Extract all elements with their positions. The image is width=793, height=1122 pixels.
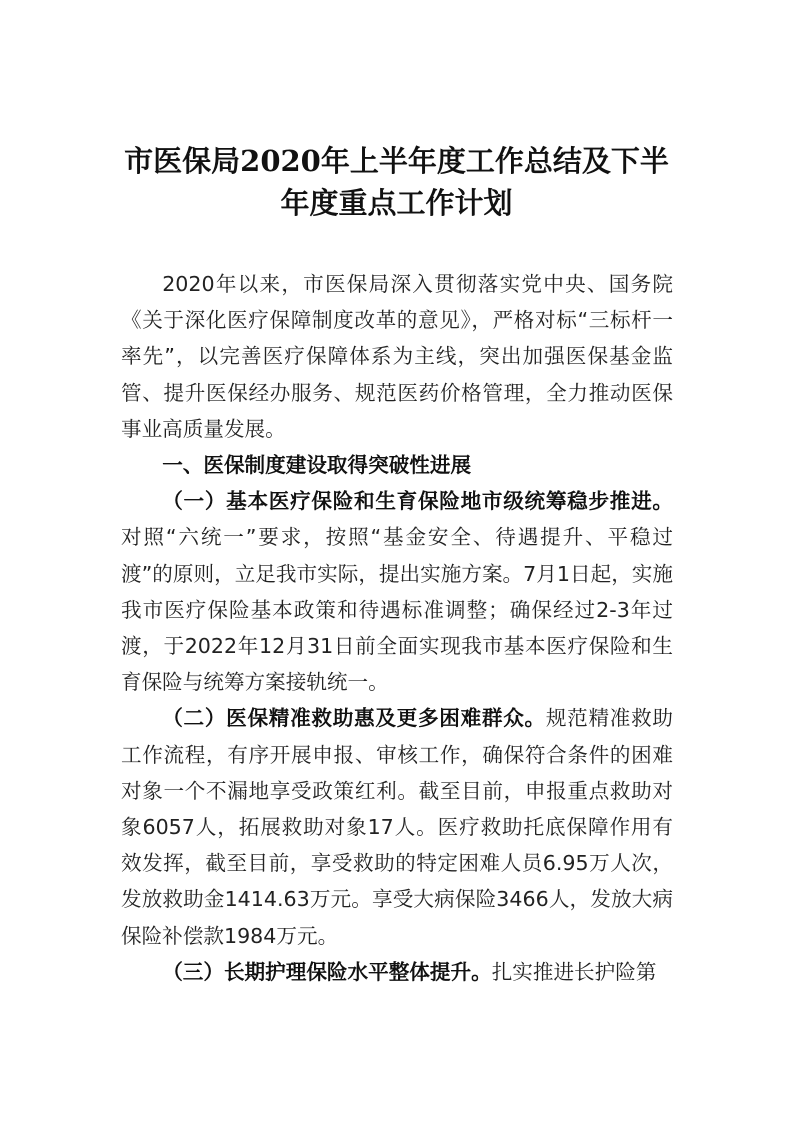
subsection-paragraph-3 <box>121 954 673 990</box>
title-line-1: 市医保局2020年上半年度工作总结及下半 <box>124 144 669 178</box>
document-title <box>100 140 693 224</box>
intro-paragraph: 2020年以来，市医保局深入贯彻落实党中央、国务院《关于深化医疗保障制度改革的意见》，严格对标“三标杆一率先”，以完善医疗保障体系为主线，突出加强医保基金监管、提升医保经办服务、规范医药价格管理，全力推动医保事业高质量发展。 <box>121 272 673 441</box>
title-line-2: 年度重点工作计划 <box>280 186 513 220</box>
subsection-text: 扎实推进长护险第 <box>491 959 657 984</box>
subsection-paragraph-1 <box>121 483 673 700</box>
subsection-heading: （三）长期护理保险水平整体提升。 <box>162 959 492 984</box>
subsection-paragraph-2 <box>121 700 673 953</box>
subsection-text: 规范精准救助工作流程，有序开展申报、审核工作，确保符合条件的困难对象一个不漏地享受政策红利。截至目前，申报重点救助对象6057人，拓展救助对象17人。医疗救助托底保障作用有效发挥，截至目前，享受救助的特定困难人员6.95万人次，发放救助金1414.63万元。享受大病保险3466人，发放大病保险补偿款1984万元。 <box>121 706 674 948</box>
subsection-heading: （一）基本医疗保险和生育保险地市级统筹稳步推进。 <box>162 489 673 514</box>
subsection-heading: （二）医保精准救助惠及更多困难群众。 <box>162 706 546 731</box>
subsection-text: 对照“六统一”要求，按照“基金安全、待遇提升、平稳过渡”的原则，立足我市实际，提出实施方案。7月1日起，实施我市医疗保险基本政策和待遇标准调整；确保经过2-3年过渡，于2022年12月31日前全面实现我市基本医疗保险和生育保险与统筹方案接轨统一。 <box>121 525 673 695</box>
document-body <box>121 266 673 990</box>
section-heading: 一、医保制度建设取得突破性进展 <box>162 453 472 478</box>
